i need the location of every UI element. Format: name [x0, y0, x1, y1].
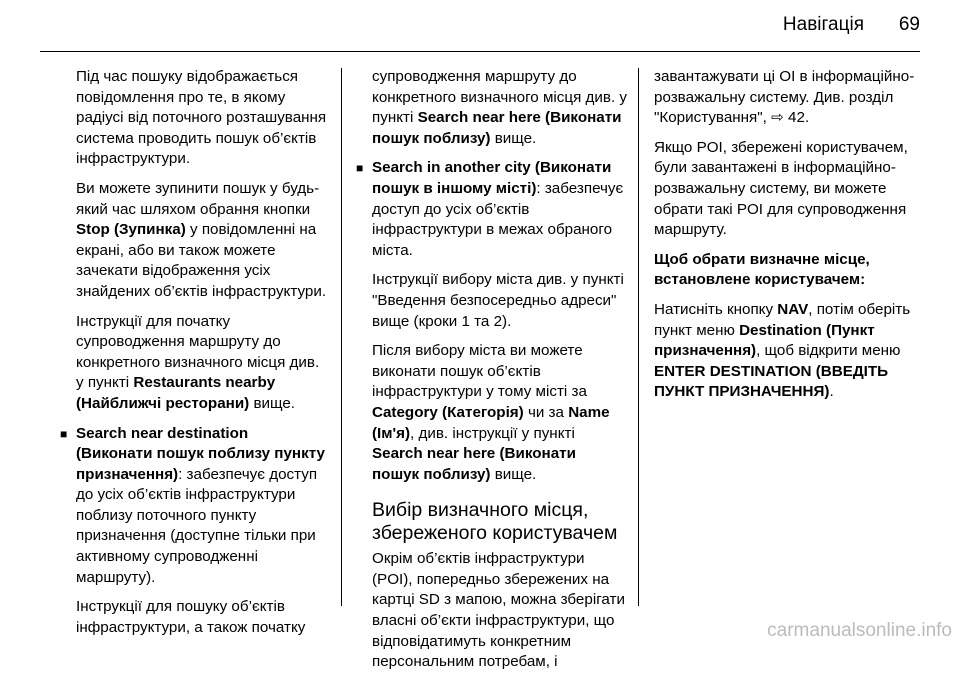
- bold-term: Destination (Пункт призначення): [654, 321, 875, 360]
- column-middle: [356, 67, 627, 682]
- text: супроводження маршруту до конкретного визначного місця див. у пункті: [372, 68, 627, 127]
- text: вище.: [490, 465, 537, 483]
- paragraph: Інструкції вибору міста див. у пункті "Введення безпосередньо адреси" вище (кроки 1 та 2).: [372, 271, 624, 330]
- bullet-square-icon: ■: [356, 161, 364, 176]
- section-heading: Вибір визначного місця, збереженого користувачем: [372, 499, 618, 545]
- text: Натисніть кнопку: [654, 300, 778, 318]
- text: : забезпечує доступ до усіх об’єктів інфраструктури в межах обраного міста.: [372, 179, 624, 259]
- text: у повідомленні на екрані, або ви також можете зачекати відображення усіх знайдених об’єктів інфраструктури.: [76, 221, 327, 300]
- page-reference: ⇨ 42.: [771, 109, 810, 127]
- text: вище.: [249, 394, 295, 412]
- paragraph: [76, 312, 328, 415]
- text: , щоб відкрити меню: [756, 342, 901, 360]
- text: .: [829, 383, 834, 401]
- bold-term: Search near here (Виконати пошук поблизу): [372, 109, 622, 147]
- page-number: 69: [898, 14, 920, 35]
- bold-term: NAV: [777, 300, 809, 318]
- column-divider-1: [341, 68, 342, 606]
- paragraph: Якщо POI, збережені користувачем, були завантажені в інформаційно-розважальну систему, ви можете обрати такі POI для супроводження маршруту.: [654, 138, 908, 239]
- bold-term: Search near destination (Виконати пошук поблизу пункту призначення): [76, 424, 325, 483]
- column-divider-2: [638, 68, 639, 606]
- page-title: Навігація: [782, 14, 864, 35]
- bullet-item: [356, 158, 627, 485]
- paragraph: [372, 158, 627, 261]
- text: , див. інструкції у пункті: [410, 424, 575, 442]
- text: вище.: [490, 129, 537, 147]
- bold-term: Stop (Зупинка): [76, 221, 186, 239]
- header-divider: [40, 51, 920, 52]
- text: Ви можете зупинити пошук у будь-який час шляхом обрання кнопки: [76, 179, 320, 218]
- watermark: carmanualsonline.info: [767, 620, 952, 641]
- bold-term: ENTER DESTINATION (ВВЕДІТЬ ПУНКТ ПРИЗНАЧЕННЯ): [654, 362, 889, 401]
- bold-term: Name (Ім'я): [372, 403, 610, 442]
- text: : забезпечує доступ до усіх об’єктів інфраструктури поблизу поточного пункту призначення (доступне тільки при активному супроводженні маршруту).: [76, 465, 318, 586]
- text: Інструкції для початку супроводження маршруту до конкретного визначного місця див. у пункті: [76, 312, 320, 392]
- page-header: [0, 0, 960, 52]
- paragraph: [654, 250, 926, 291]
- text: Після вибору міста ви можете виконати пошук об’єктів інфраструктури у тому місті за: [372, 342, 587, 401]
- bold-term: Search near here (Виконати пошук поблизу): [372, 445, 576, 483]
- bold-term: Category (Категорія): [372, 403, 524, 421]
- bold-term: Restaurants nearby (Найближчі ресторани): [76, 374, 276, 412]
- paragraph: [372, 67, 627, 149]
- paragraph: Окрім об’єктів інфраструктури (POI), попередньо збережених на картці SD з мапою, можна зберігати власні об’єкти інфраструктури, що відповідатимуть конкретним персональним потребам, і: [372, 550, 625, 671]
- column-right: [654, 67, 926, 412]
- paragraph: [654, 67, 926, 129]
- text: , потім оберіть пункт меню: [654, 300, 911, 339]
- bullet-square-icon: ■: [60, 426, 68, 441]
- bullet-item: [60, 424, 328, 639]
- paragraph: Інструкції для пошуку об’єктів інфраструктури, а також початку: [76, 598, 306, 636]
- bold-subheading: Щоб обрати визначне місце, встановлене користувачем:: [654, 250, 870, 289]
- bold-term: Search in another city (Виконати пошук в іншому місті): [372, 159, 612, 197]
- paragraph: Під час пошуку відображається повідомлення про те, в якому радіусі від поточного розташування система проводить пошук об’єктів інфраструктури.: [76, 68, 327, 168]
- paragraph: [654, 300, 926, 403]
- paragraph: [76, 424, 328, 589]
- paragraph: [76, 179, 328, 303]
- text: завантажувати ці ОІ в інформаційно-розважальну систему. Див. розділ "Користування",: [654, 68, 915, 127]
- paragraph: [372, 341, 627, 485]
- column-left: [60, 67, 328, 647]
- text: чи за: [523, 403, 569, 421]
